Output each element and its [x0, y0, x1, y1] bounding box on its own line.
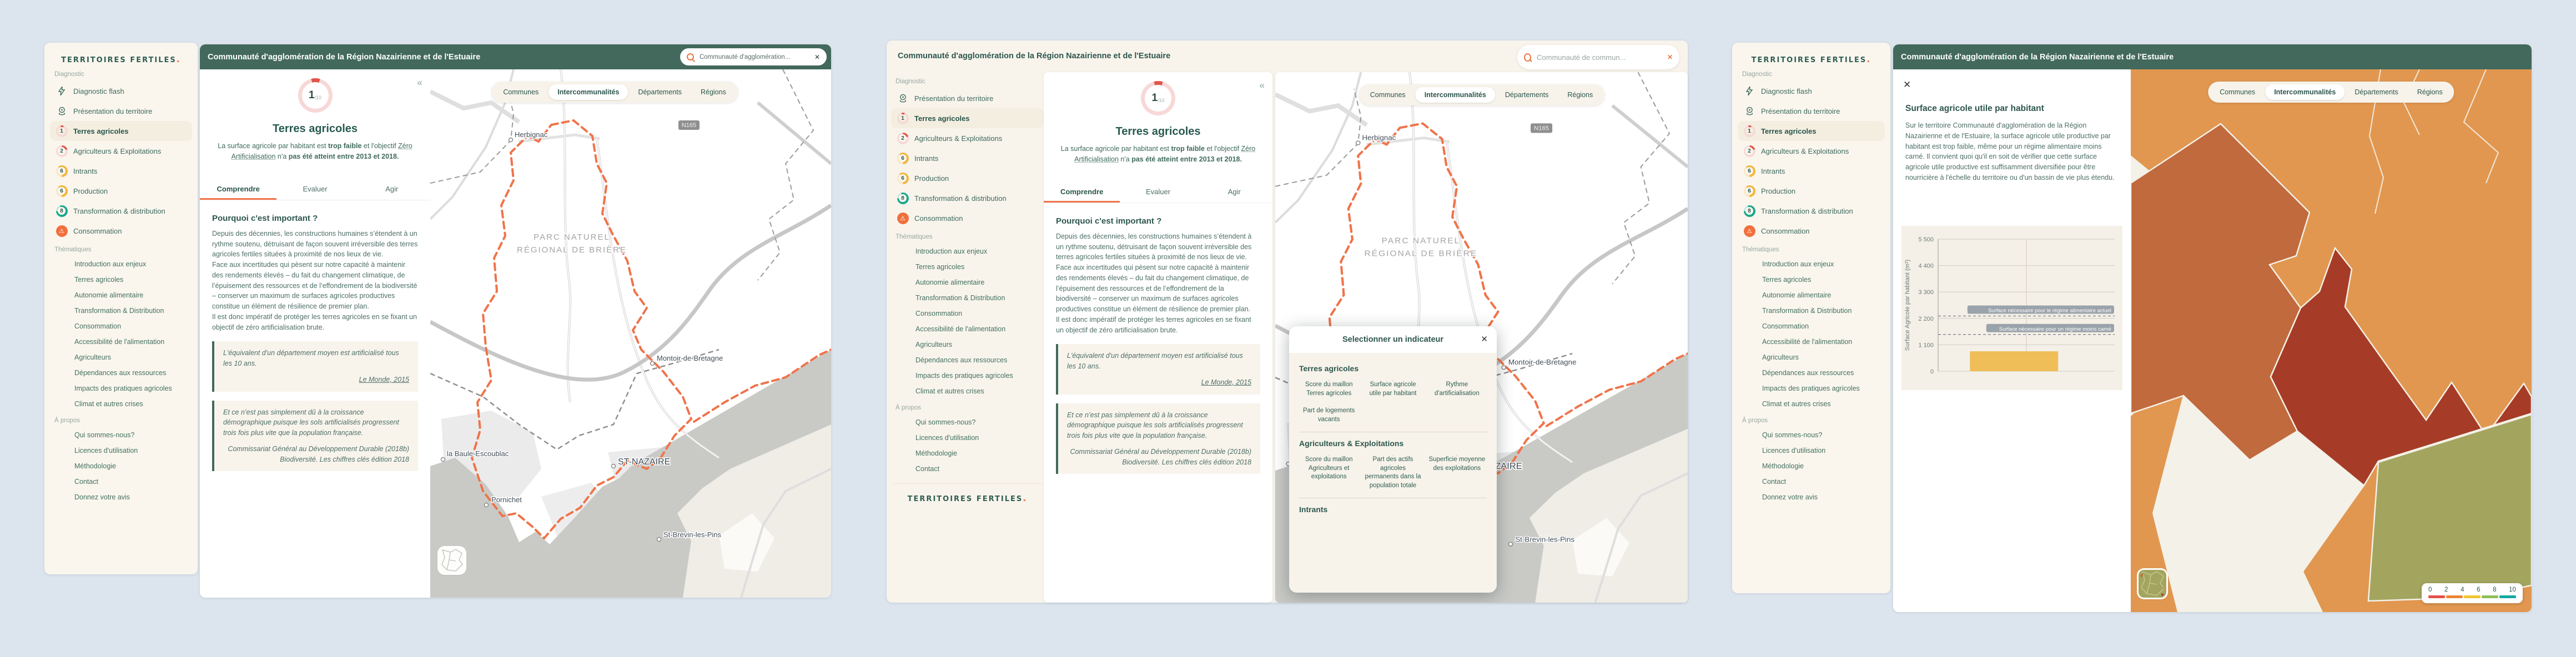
sidebar-thematique-item[interactable]: Consommation	[1762, 322, 1809, 330]
sidebar-item-transformation[interactable]	[891, 188, 1044, 208]
sidebar-item-label: Production	[1761, 186, 1796, 195]
zero-artificialisation-link[interactable]: Zéro Artificialisation	[1074, 145, 1256, 164]
sidebar-item-label: Diagnostic flash	[73, 87, 124, 95]
clear-search-icon[interactable]: ✕	[1667, 53, 1673, 61]
sidebar-thematique-item[interactable]: Impacts des pratiques agricoles	[1762, 385, 1860, 392]
sidebar-item-label: Consommation	[73, 226, 122, 235]
sidebar-item-terres-agricoles[interactable]	[50, 121, 192, 141]
sidebar-item-label: Présentation du territoire	[914, 94, 994, 103]
sidebar-item-label: Diagnostic flash	[1761, 87, 1812, 95]
tab-comprendre[interactable]: Comprendre	[1044, 182, 1120, 203]
minimap[interactable]	[439, 548, 465, 573]
sidebar-item-presentation[interactable]	[50, 101, 192, 121]
map-tab-intercommunalites[interactable]: Intercommunalités	[2265, 84, 2344, 100]
warning-icon: ⚠	[1744, 225, 1755, 237]
warning-icon: ⚠	[897, 213, 909, 224]
sidebar-apropos-item[interactable]: Licences d'utilisation	[915, 434, 979, 442]
sidebar-apropos-item[interactable]: Contact	[74, 478, 99, 486]
sidebar-thematique-item[interactable]: Introduction aux enjeux	[1762, 260, 1834, 268]
sidebar-section-thematiques: Thématiques	[1742, 246, 1779, 253]
map-tab-departements[interactable]: Départements	[1505, 91, 1549, 99]
sidebar-apropos-item[interactable]: Qui sommes-nous?	[915, 418, 976, 426]
apropos-list	[1738, 427, 1885, 505]
quote-source: Commissariat Général au Développement Durable (2018b) Biodiversité. Les chiffres clés édition 2018	[228, 444, 409, 463]
search-box[interactable]	[680, 48, 827, 65]
score-ring-icon: 6	[56, 185, 68, 197]
sidebar-section-apropos: À propos	[895, 405, 922, 411]
quote-source-link[interactable]: Le Monde, 2015	[359, 375, 409, 383]
thematiques-list	[1738, 256, 1885, 412]
score-ring-icon: 2	[56, 145, 68, 157]
sidebar-item-production[interactable]	[891, 168, 1044, 188]
sidebar-apropos-item[interactable]: Méthodologie	[915, 449, 958, 457]
clear-search-icon[interactable]: ✕	[814, 53, 820, 61]
score-ring-icon: 6	[56, 165, 68, 177]
sidebar-section-apropos: À propos	[1742, 417, 1768, 424]
logo-dot: .	[176, 54, 181, 64]
score-ring-icon: 6	[897, 173, 909, 184]
zero-artificialisation-link[interactable]: Zéro Artificialisation	[231, 142, 412, 161]
sidebar-item-label: Transformation & distribution	[1761, 206, 1853, 215]
apropos-list	[50, 427, 192, 505]
flash-icon	[1743, 85, 1755, 97]
choropleth-map-canvas[interactable]	[2131, 69, 2532, 612]
sidebar-item-label: Production	[73, 186, 108, 195]
sidebar-thematique-item[interactable]: Introduction aux enjeux	[915, 247, 988, 255]
svg-text:3 300: 3 300	[1918, 289, 1934, 296]
indicator-tile-label: Score du maillon Terres agricoles	[1305, 381, 1353, 397]
search-input[interactable]	[698, 53, 810, 61]
sidebar-thematique-item[interactable]: Agriculteurs	[915, 341, 952, 348]
sidebar-apropos-item[interactable]: Licences d'utilisation	[74, 447, 138, 454]
close-modal-icon[interactable]: ✕	[1481, 335, 1488, 344]
sidebar-apropos-item[interactable]: Donnez votre avis	[1762, 493, 1818, 501]
score-value: 1	[308, 89, 315, 101]
indicator-tile[interactable]	[1299, 456, 1359, 490]
svg-text:0: 0	[1930, 368, 1934, 375]
sidebar-section-diagnostic: Diagnostic	[1742, 71, 1772, 78]
map-tab-departements[interactable]: Départements	[638, 88, 682, 96]
quote-block: Et ce n’est pas simplement dû à la croissance démographique puisque les sols artificialisés progressent trois fois plus vite que la population française. Commissariat Général au Développement Durable (2018b) Biodiversité. Les chiffres clés édition 2018	[1056, 403, 1260, 474]
sidebar-thematique-item[interactable]: Transformation & Distribution	[915, 294, 1005, 302]
sidebar-apropos-item[interactable]: Contact	[915, 465, 940, 473]
main-card-panel1	[200, 44, 831, 598]
score-ring-icon: 1	[1744, 125, 1755, 137]
region-title: Communauté d'agglomération de la Région Nazairienne et de l'Estuaire	[1901, 52, 2174, 62]
sidebar-item-label: Terres agricoles	[914, 114, 970, 123]
search-input[interactable]	[1536, 53, 1663, 62]
window-panel2	[887, 41, 1688, 603]
indicator-panel	[1044, 72, 1272, 603]
apropos-list	[891, 415, 1044, 477]
search-box[interactable]	[1517, 45, 1679, 69]
indicator-summary: La surface agricole par habitant est trop faible et l'objectif Zéro Artificialisation n'a pas été atteint entre 2013 et 2018.	[218, 142, 412, 161]
sidebar-section-apropos: À propos	[54, 417, 80, 424]
sidebar-item-presentation[interactable]	[891, 88, 1044, 108]
indicator-tile-label: Part de logements vacants	[1302, 407, 1355, 423]
sidebar-item-label: Production	[914, 174, 949, 183]
modal-section-agriculteurs: Agriculteurs & Exploitations	[1299, 439, 1404, 448]
sidebar-thematique-item[interactable]: Autonomie alimentaire	[74, 291, 144, 299]
svg-text:1 100: 1 100	[1918, 342, 1934, 349]
indicator-tile-label: Superficie moyenne des exploitations	[1428, 456, 1486, 472]
map-pin-icon	[1743, 105, 1755, 117]
score-denominator: /10	[314, 94, 322, 100]
quote-block: Et ce n’est pas simplement dû à la croissance démographique puisque les sols artificialisés progressent trois fois plus vite que la population française. Commissariat Général au Développement Durable (2018b) Biodiversité. Les chiffres clés édition 2018	[212, 401, 418, 472]
sidebar-apropos-item[interactable]: Qui sommes-nous?	[74, 431, 135, 439]
sidebar-thematique-item[interactable]: Dépendances aux ressources	[1762, 369, 1854, 377]
map-tab-regions[interactable]: Régions	[1567, 91, 1593, 99]
sidebar-item-label: Transformation & distribution	[73, 206, 165, 215]
map-level-tabs	[491, 82, 737, 103]
sidebar-apropos-item[interactable]: Donnez votre avis	[74, 493, 130, 501]
indicator-tile-label: Score du maillon Agriculteurs et exploitations	[1305, 456, 1353, 481]
modal-section-intrants: Intrants	[1299, 505, 1328, 514]
sidebar-thematique-item[interactable]: Consommation	[915, 310, 963, 317]
sidebar-item-label: Terres agricoles	[73, 127, 129, 135]
tab-agir[interactable]: Agir	[385, 184, 399, 193]
sidebar-section-thematiques: Thématiques	[54, 246, 92, 253]
sidebar-apropos-item[interactable]: Méthodologie	[74, 462, 117, 470]
sidebar-thematique-item[interactable]: Terres agricoles	[915, 263, 965, 271]
map-pin-icon	[56, 105, 68, 117]
sidebar-item-intrants[interactable]	[1738, 161, 1885, 181]
why-important-heading: Pourquoi c'est important ?	[1056, 216, 1162, 226]
sidebar-thematique-item[interactable]: Terres agricoles	[74, 276, 124, 284]
sidebar-thematique-item[interactable]: Accessibilité de l'alimentation	[74, 338, 165, 346]
sidebar-item-label: Agriculteurs & Exploitations	[1761, 146, 1849, 155]
sidebar-item-transformation[interactable]	[1738, 201, 1885, 221]
legend-tick: 6	[2477, 587, 2481, 593]
sidebar-item-intrants[interactable]	[891, 148, 1044, 168]
region-title: Communauté d'agglomération de la Région Nazairienne et de l'Estuaire	[898, 52, 1171, 60]
map-pin-icon	[897, 92, 909, 104]
map-tab-communes[interactable]: Communes	[2220, 88, 2256, 96]
indicator-panel	[200, 69, 430, 598]
indicator-title: Terres agricoles	[1115, 125, 1201, 138]
content-tabs	[200, 179, 430, 200]
sidebar-item-presentation[interactable]	[1738, 101, 1885, 121]
sidebar-item-agriculteurs-exploitations[interactable]	[1738, 141, 1885, 161]
sidebar-item-label: Intrants	[73, 166, 98, 175]
collapse-panel-icon[interactable]: «	[417, 77, 422, 88]
score-ring-icon: 8	[1744, 205, 1755, 217]
sidebar-apropos-item[interactable]: Qui sommes-nous?	[1762, 431, 1823, 439]
why-important-heading: Pourquoi c'est important ?	[212, 213, 318, 223]
sidebar-item-label: Intrants	[1761, 166, 1785, 175]
sidebar-thematique-item[interactable]: Introduction aux enjeux	[74, 260, 147, 268]
warning-icon: ⚠	[56, 225, 68, 237]
legend-tick: 10	[2509, 587, 2516, 593]
sidebar-item-label: Intrants	[914, 154, 939, 163]
indicator-tile-grid	[1299, 456, 1487, 490]
legend-tick: 4	[2461, 587, 2464, 593]
sidebar-item-label: Agriculteurs & Exploitations	[914, 134, 1003, 143]
score-ring-icon: 6	[1744, 185, 1755, 197]
sidebar-item-consommation[interactable]	[1738, 221, 1885, 241]
indicator-tile-label: Surface agricole utile par habitant	[1369, 381, 1417, 397]
sidebar-item-consommation[interactable]	[50, 221, 192, 241]
indicator-tile-grid	[1299, 381, 1487, 424]
indicator-tile[interactable]	[1363, 456, 1422, 490]
sidebar-thematique-item[interactable]: Climat et autres crises	[74, 400, 143, 408]
sidebar-apropos-item[interactable]: Méthodologie	[1762, 462, 1804, 470]
collapse-panel-icon[interactable]: «	[1259, 80, 1265, 90]
map-level-tabs	[1359, 84, 1604, 105]
score-ring-icon: 6	[1744, 165, 1755, 177]
sidebar-thematique-item[interactable]: Consommation	[74, 322, 122, 330]
indicator-tile[interactable]	[1299, 407, 1359, 424]
map-tab-communes[interactable]: Communes	[1370, 91, 1406, 99]
sidebar-panel3	[1732, 43, 1890, 593]
sidebar-item-production[interactable]	[50, 181, 192, 201]
svg-text:2 200: 2 200	[1918, 315, 1934, 322]
legend-ticks	[2428, 587, 2516, 593]
legend-tick: 8	[2493, 587, 2497, 593]
sidebar-item-label: Présentation du territoire	[1761, 107, 1840, 115]
sidebar-item-terres-agricoles[interactable]	[1738, 121, 1885, 141]
thematiques-list	[50, 256, 192, 412]
sidebar-item-agriculteurs-exploitations[interactable]	[50, 141, 192, 161]
sidebar-thematique-item[interactable]: Terres agricoles	[1762, 276, 1812, 284]
indicator-title: Terres agricoles	[272, 123, 358, 135]
sidebar-section-diagnostic: Diagnostic	[54, 71, 84, 78]
flash-icon	[56, 85, 68, 97]
sidebar-item-agriculteurs-exploitations[interactable]	[891, 128, 1044, 148]
legend-tick: 2	[2444, 587, 2448, 593]
map-tab-intercommunalites[interactable]: Intercommunalités	[1416, 87, 1495, 103]
sidebar-thematique-item[interactable]: Agriculteurs	[74, 353, 111, 361]
sidebar-thematique-item[interactable]: Dépendances aux ressources	[74, 369, 167, 377]
sidebar-thematique-item[interactable]: Climat et autres crises	[915, 387, 984, 395]
indicator-selector-modal	[1289, 326, 1497, 593]
sidebar-section-diagnostic: Diagnostic	[895, 78, 925, 85]
indicator-tile-label: Part des actifs agricoles permanents dans la population totale	[1365, 456, 1421, 489]
sidebar-section-thematiques: Thématiques	[895, 234, 933, 240]
sidebar-thematique-item[interactable]: Autonomie alimentaire	[915, 279, 985, 286]
quote-source-link[interactable]: Le Monde, 2015	[1201, 378, 1251, 386]
sidebar-item-terres-agricoles[interactable]	[891, 108, 1044, 128]
sidebar-item-label: Agriculteurs & Exploitations	[73, 146, 162, 155]
score-badge: 1 /10	[1141, 81, 1175, 115]
thematiques-list	[891, 244, 1044, 399]
app-logo: TERRITOIRES FERTILES.	[1751, 54, 1871, 64]
modal-section-terres: Terres agricoles	[1299, 364, 1359, 373]
quote-block: L'équivalent d'un département moyen est artificialisé tous les 10 ans. Le Monde, 2015	[212, 341, 418, 391]
tab-evaluer[interactable]: Evaluer	[1145, 187, 1171, 196]
why-important-text: Depuis des décennies, les constructions humaines s’étendent à un rythme soutenu, détruisant de façon souvent irréversible des terres agricoles fertiles situées à proximité de nos lieux de vie. Face aux incertitudes qui pèsent sur notre capacité à maintenir des rendements élevés – du fait du changement climatique, de l’épuisement des ressources et de l’effondrement de la biodiversité – conserver un maximum de surfaces agricoles productives constitue un élément de résilience de premier plan. Il est donc impératif de protéger les terres agricoles en se fixant un objectif de zéro artificialisation brute.	[1056, 232, 1252, 334]
sidebar-panel2	[891, 73, 1044, 510]
svg-text:4 400: 4 400	[1918, 262, 1934, 270]
indicator-detail-text: Sur le territoire Communauté d'agglomération de la Région Nazairienne et de l'Estuaire, la surface agricole utile productive par habitant est trop faible, même pour un régime alimentaire moins carné. Il convient quoi qu'il en soit de vérifier que cette surface agricole utile productive est suffisamment diversifiée pour être nourricière à l'échelle du territoire ou d'un bassin de vie plus étendu.	[1905, 122, 2115, 181]
quote-block: L'équivalent d'un département moyen est artificialisé tous les 10 ans. Le Monde, 2015	[1056, 344, 1260, 394]
score-ring-icon: 8	[56, 205, 68, 217]
map-level-tabs	[2208, 82, 2454, 103]
sidebar-thematique-item[interactable]: Impacts des pratiques agricoles	[915, 372, 1013, 380]
indicator-tile[interactable]	[1363, 381, 1422, 398]
close-panel-icon[interactable]: ✕	[1903, 79, 1911, 90]
app-logo: TERRITOIRES FERTILES.	[907, 493, 1028, 503]
sidebar-item-label: Présentation du territoire	[73, 107, 153, 115]
why-important-text: Depuis des décennies, les constructions humaines s’étendent à un rythme soutenu, détruisant de façon souvent irréversible des terres agricoles fertiles situées à proximité de nos lieux de vie. Face aux incertitudes qui pèsent sur notre capacité à maintenir des rendements élevés – du fait du changement climatique, de l’épuisement des ressources et de l’effondrement de la biodiversité – conserver un maximum de surfaces agricoles productives constitue un élément de résilience de premier plan. Il est donc impératif de protéger les terres agricoles en se fixant un objectif de zéro artificialisation brute.	[212, 229, 418, 331]
sidebar-thematique-item[interactable]: Accessibilité de l'alimentation	[1762, 338, 1853, 346]
score-ring-icon: 8	[897, 193, 909, 204]
legend-tick: 0	[2428, 587, 2432, 593]
sidebar-thematique-item[interactable]: Transformation & Distribution	[74, 307, 164, 315]
sidebar-thematique-item[interactable]: Autonomie alimentaire	[1762, 291, 1832, 299]
score-ring-icon: 2	[1744, 145, 1755, 157]
tab-evaluer[interactable]: Evaluer	[303, 184, 328, 193]
sidebar-panel1	[44, 43, 198, 574]
indicator-chart	[1901, 226, 2122, 390]
map-tab-regions[interactable]: Régions	[700, 88, 726, 96]
score-badge	[298, 78, 333, 113]
content-tabs	[1044, 182, 1272, 203]
main-card-panel3	[1893, 44, 2532, 612]
indicator-tile-label: Rythme d'artificialisation	[1434, 381, 1480, 397]
svg-text:5 500: 5 500	[1918, 236, 1934, 243]
legend-color-bar	[2428, 595, 2516, 598]
map-tab-departements[interactable]: Départements	[2354, 88, 2398, 96]
sidebar-thematique-item[interactable]: Accessibilité de l'alimentation	[915, 325, 1006, 333]
indicator-tile[interactable]	[1299, 381, 1359, 398]
sidebar-thematique-item[interactable]: Dépendances aux ressources	[915, 356, 1008, 364]
region-header	[1893, 44, 2532, 69]
region-header	[200, 44, 831, 69]
score-legend	[2422, 583, 2523, 603]
sidebar-apropos-item[interactable]: Licences d'utilisation	[1762, 447, 1826, 454]
map-canvas[interactable]	[1275, 72, 1688, 603]
modal-title: Selectionner un indicateur	[1342, 335, 1444, 344]
sidebar-item-intrants[interactable]	[50, 161, 192, 181]
score-ring-icon: 2	[897, 133, 909, 144]
minimap[interactable]	[2139, 570, 2166, 598]
region-title: Communauté d'agglomération de la Région Nazairienne et de l'Estuaire	[208, 52, 481, 62]
svg-text:Surface nécessaire pour un rég: Surface nécessaire pour un régime moins carné	[1999, 326, 2111, 332]
sidebar-item-label: Transformation & distribution	[914, 194, 1007, 203]
sidebar-item-consommation[interactable]	[891, 208, 1044, 228]
indicator-detail-title: Surface agricole utile par habitant	[1905, 104, 2044, 113]
map-canvas[interactable]	[430, 69, 831, 598]
map-tab-regions[interactable]: Régions	[2417, 88, 2443, 96]
indicator-tile[interactable]	[1427, 381, 1487, 398]
tab-agir[interactable]: Agir	[1227, 187, 1241, 196]
sidebar-thematique-item[interactable]: Impacts des pratiques agricoles	[74, 385, 172, 392]
sidebar-item-label: Terres agricoles	[1761, 127, 1817, 135]
quote-source: Commissariat Général au Développement Durable (2018b) Biodiversité. Les chiffres clés édition 2018	[1070, 447, 1251, 466]
search-icon	[1524, 53, 1531, 62]
indicator-tile[interactable]	[1427, 456, 1487, 490]
tab-comprendre[interactable]: Comprendre	[200, 179, 276, 200]
sidebar-item-diagnostic-flash[interactable]	[50, 81, 192, 101]
app-logo: TERRITOIRES FERTILES.	[61, 54, 181, 64]
svg-text:Surface Agricole par habitant: Surface Agricole par habitant (m²)	[1904, 259, 1911, 351]
indicator-summary: La surface agricole par habitant est trop faible et l'objectif Zéro Artificialisation n'a pas été atteint entre 2013 et 2018.	[1060, 145, 1256, 164]
sidebar-item-production[interactable]	[1738, 181, 1885, 201]
sidebar-item-diagnostic-flash[interactable]	[1738, 81, 1885, 101]
sidebar-item-label: Consommation	[1761, 226, 1810, 235]
score-ring-icon: 6	[897, 153, 909, 164]
sidebar-item-transformation[interactable]	[50, 201, 192, 221]
map-tab-communes[interactable]: Communes	[503, 88, 539, 96]
search-icon	[687, 53, 694, 60]
sidebar-thematique-item[interactable]: Agriculteurs	[1762, 353, 1799, 361]
score-ring-icon: 1	[897, 113, 909, 124]
indicator-detail-panel	[1893, 69, 2131, 612]
score-ring-icon: 1	[56, 125, 68, 137]
sidebar-thematique-item[interactable]: Transformation & Distribution	[1762, 307, 1852, 315]
map-tab-intercommunalites[interactable]: Intercommunalités	[549, 84, 628, 100]
sidebar-thematique-item[interactable]: Climat et autres crises	[1762, 400, 1831, 408]
svg-text:Surface nécessaire pour le rég: Surface nécessaire pour le régime alimentaire actuel	[1988, 307, 2111, 314]
sidebar-item-label: Consommation	[914, 214, 963, 223]
sidebar-apropos-item[interactable]: Contact	[1762, 478, 1787, 486]
